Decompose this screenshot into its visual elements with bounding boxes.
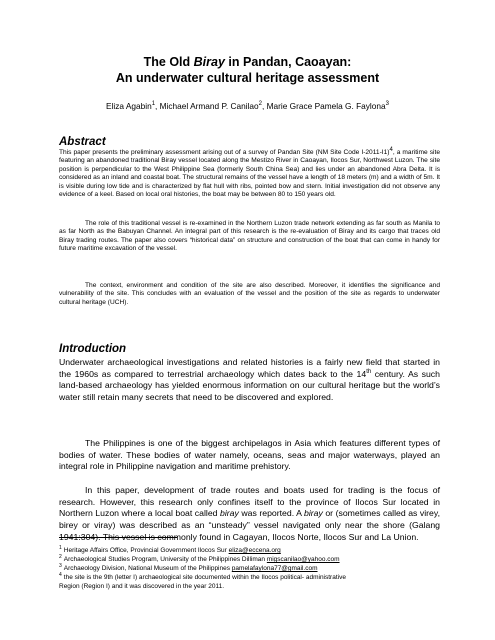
paragraph-text: or (sometimes called as virey, birey or viray) was described as an “unsteady” vessel navigated only near the shore (Galang 1941:304). This vessel is commonly found in Cagayan, Ilocos Norte, Ilocos Sur and La Union. — [59, 508, 440, 542]
affiliation-marker: 1 — [151, 101, 156, 108]
paragraph-text: century. As such land-based archaeology has yielded enormous information on our cultural heritage but the world’s water still retain many secrets that need to be discovered and explored. — [59, 368, 440, 403]
footnote-text: the site is the 9th (letter I) archaeological site documented within the Ilocos political- administrative — [63, 574, 346, 581]
footnote-text: Heritage Affairs Office, Provincial Government Ilocos Sur — [63, 547, 229, 554]
affiliation-marker: 2 — [258, 101, 263, 108]
footnote-separator — [59, 537, 177, 538]
email-link[interactable]: pamelafaylona77@gmail.com — [231, 565, 318, 572]
email-link[interactable]: eliza@eccena.org — [228, 547, 281, 554]
paragraph-text: In this paper, development of trade routes and boats used for trading is the focus of research. However, this research only confines itself to the province of Ilocos Sur located in Northern Luzon where a local boat called — [59, 485, 440, 519]
italic-term: biray — [220, 508, 239, 519]
footnote-3 — [59, 564, 443, 573]
footnote-1 — [59, 546, 443, 555]
paper-title-line-1 — [0, 54, 495, 70]
footnote-number: 2 — [59, 553, 62, 560]
author-name: , Marie Grace Pamela G. Faylona — [262, 101, 386, 111]
paper-title-line-2: An underwater cultural heritage assessment — [115, 71, 380, 85]
superscript: th — [366, 368, 372, 375]
footnote-marker: 4 — [389, 146, 393, 153]
abstract-paragraph-2: The role of this traditional vessel is re-examined in the Northern Luzon trade network extending as far south as Manila to as far North as the Babuyan Channel. An integral part of this research is the re-evaluation of Biray and its cargo that traces old Biray trading routes. The paper also covers “historical data” on structure and construction of the boat that can come in handy for future maritime excavation of the vessel. — [59, 220, 440, 253]
introduction-paragraph-2: The Philippines is one of the biggest archipelagos in Asia which features different types of bodies of water. These bodies of water namely, oceans, seas and major waterways, played an integral role in Philippine navigation and maritime prehistory. — [59, 438, 440, 472]
paragraph-text: was reported. A — [238, 508, 304, 519]
author-list — [0, 101, 495, 112]
italic-term: biray — [303, 508, 323, 519]
paragraph-text: Underwater archaeological investigations and related histories is a fairly new field that started in the 1960s as compared to terrestrial archaeology which dates back to the 14 — [59, 357, 440, 379]
paragraph-text: , a maritime site featuring an abandoned traditional Biray vessel located along the Mestizo River in Caoayan, Ilocos Sur, Northwest Luzon. The site position is perpendicular to the West Philippine Sea (formerly South China Sea) and lies under an abandoned Abra Delta. It is considered as an inland and coastal boat. The structural remains of the vessel have a length of 18 meters (m) and a width of 5m. It is visible during low tide and is characterized by flat hull with ribs, pointed bow and stern. Initial investigation did not observe any evidence of a keel. Based on local oral histories, the boat may be between 80 to 150 years old. — [59, 149, 440, 199]
abstract-paragraph-1 — [59, 146, 440, 199]
author-name: Eliza Agabin — [106, 101, 152, 111]
footnote-number: 3 — [59, 562, 62, 569]
email-link[interactable]: migscanilao@yahoo.com — [266, 556, 340, 563]
introduction-paragraph-3 — [59, 485, 440, 544]
title-text: The Old — [143, 55, 194, 69]
footnote-2 — [59, 555, 443, 564]
footnote-number: 1 — [59, 544, 62, 551]
introduction-heading: Introduction — [59, 343, 127, 355]
affiliation-marker: 3 — [385, 101, 389, 108]
title-emphasis: Biray — [193, 55, 225, 69]
abstract-heading: Abstract — [59, 136, 106, 148]
author-name: , Michael Armand P. Canilao — [155, 101, 259, 111]
footnote-text: Archaeology Division, National Museum of the Philippines — [63, 565, 232, 572]
abstract-paragraph-3: The context, environment and condition of the site are also described. Moreover, it identifies the significance and vulnerability of the site. This concludes with an evaluation of the vessel and the position of the site as regards to underwater cultural heritage (UCH). — [59, 282, 440, 306]
footnote-text: Archaeological Studies Program, University of the Philippines Dilliman — [63, 556, 267, 563]
paragraph-text: This paper presents the preliminary assessment arising out of a survey of Pandan Site (NM Site Code I-2011-I1) — [59, 149, 390, 156]
footnote-4 — [59, 573, 443, 582]
introduction-paragraph-1 — [59, 357, 440, 404]
title-text: in Pandan, Caoayan: — [224, 55, 352, 69]
footnote-number: 4 — [59, 571, 62, 578]
footnote-4-continuation: Region (Region I) and it was discovered in the year 2011. — [59, 583, 225, 590]
